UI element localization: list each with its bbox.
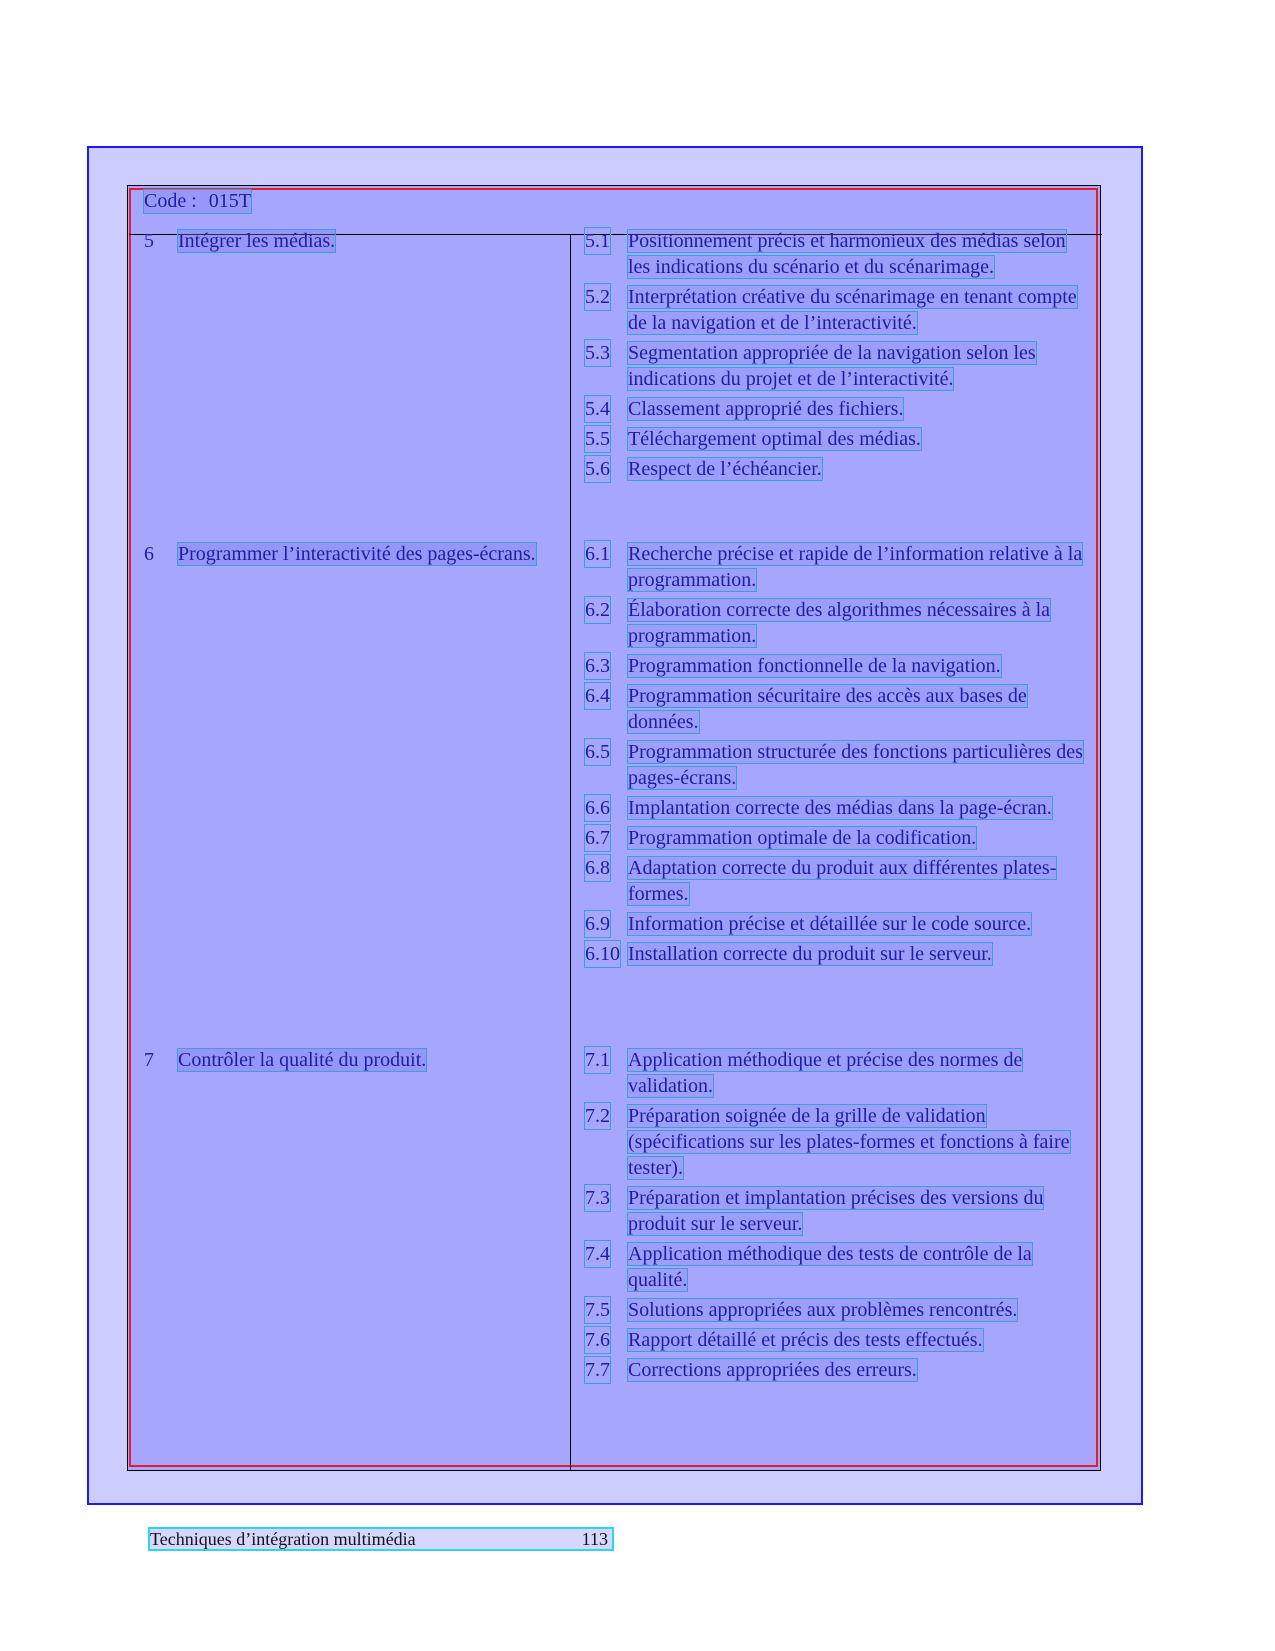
criterion-number: 6.10 xyxy=(585,943,620,965)
task-number: 7 xyxy=(144,1049,154,1071)
criterion-number: 7.1 xyxy=(585,1049,610,1071)
criterion-item xyxy=(585,597,1088,649)
criterion-text: Programmation optimale de la codification. xyxy=(628,827,977,849)
criterion-item xyxy=(585,340,1088,392)
criterion-number: 6.7 xyxy=(585,827,610,849)
criterion-text: Classement approprié des fichiers. xyxy=(628,398,904,420)
criterion-text: Programmation structurée des fonctions particulières des pages-écrans. xyxy=(628,741,1083,789)
criterion-number: 5.3 xyxy=(585,342,610,364)
column-divider xyxy=(570,235,571,1471)
criteria-list-5 xyxy=(585,228,1088,486)
criterion-text: Téléchargement optimal des médias. xyxy=(628,428,921,450)
criterion-item xyxy=(585,541,1088,593)
criterion-text: Élaboration correcte des algorithmes nécessaires à la programmation. xyxy=(628,599,1051,647)
criterion-number: 5.1 xyxy=(585,230,610,252)
task-title: Programmer l’interactivité des pages-écrans. xyxy=(178,543,536,565)
criterion-number: 6.4 xyxy=(585,685,610,707)
criterion-text: Solutions appropriées aux problèmes rencontrés. xyxy=(628,1299,1018,1321)
criterion-text: Préparation soignée de la grille de validation (spécifications sur les plates-formes et fonctions à faire tester). xyxy=(628,1105,1070,1179)
criterion-item xyxy=(585,1297,1088,1323)
criterion-text: Application méthodique des tests de contrôle de la qualité. xyxy=(628,1243,1032,1291)
criterion-number: 6.6 xyxy=(585,797,610,819)
task-5 xyxy=(144,228,570,254)
criterion-item xyxy=(585,426,1088,452)
criterion-number: 7.7 xyxy=(585,1359,610,1381)
criteria-list-6 xyxy=(585,541,1088,971)
criterion-item xyxy=(585,911,1088,937)
criterion-number: 5.2 xyxy=(585,286,610,308)
criterion-item xyxy=(585,456,1088,482)
criterion-text: Adaptation correcte du produit aux différentes plates-formes. xyxy=(628,857,1057,905)
criterion-number: 5.6 xyxy=(585,458,610,480)
criterion-text: Préparation et implantation précises des versions du produit sur le serveur. xyxy=(628,1187,1044,1235)
task-number: 5 xyxy=(144,230,154,252)
criterion-number: 6.9 xyxy=(585,913,610,935)
criterion-text: Programmation sécuritaire des accès aux bases de données. xyxy=(628,685,1027,733)
criterion-item xyxy=(585,1103,1088,1181)
criterion-text: Recherche précise et rapide de l’information relative à la programmation. xyxy=(628,543,1083,591)
criterion-item xyxy=(585,653,1088,679)
criteria-list-7 xyxy=(585,1047,1088,1387)
criterion-item xyxy=(585,284,1088,336)
criterion-number: 7.5 xyxy=(585,1299,610,1321)
criterion-item xyxy=(585,739,1088,791)
criterion-text: Positionnement précis et harmonieux des médias selon les indications du scénario et du scénarimage. xyxy=(628,230,1066,278)
criterion-item xyxy=(585,1241,1088,1293)
task-number: 6 xyxy=(144,543,154,565)
criterion-item xyxy=(585,228,1088,280)
criterion-item xyxy=(585,683,1088,735)
criterion-number: 6.2 xyxy=(585,599,610,621)
criterion-item xyxy=(585,825,1088,851)
criterion-item xyxy=(585,855,1088,907)
criterion-text: Corrections appropriées des erreurs. xyxy=(628,1359,917,1381)
criterion-item xyxy=(585,1185,1088,1237)
criterion-item xyxy=(585,1357,1088,1383)
criterion-number: 7.4 xyxy=(585,1243,610,1265)
code-value: 015T xyxy=(208,190,251,212)
criterion-text: Implantation correcte des médias dans la page-écran. xyxy=(628,797,1052,819)
task-6 xyxy=(144,541,570,567)
criterion-item xyxy=(585,1327,1088,1353)
criterion-text: Programmation fonctionnelle de la navigation. xyxy=(628,655,1001,677)
criterion-text: Segmentation appropriée de la navigation selon les indications du projet et de l’interactivité. xyxy=(628,342,1036,390)
page-footer xyxy=(150,1529,612,1549)
criterion-number: 6.1 xyxy=(585,543,610,565)
criterion-item xyxy=(585,941,1088,967)
criterion-number: 7.2 xyxy=(585,1105,610,1127)
criterion-text: Application méthodique et précise des normes de validation. xyxy=(628,1049,1023,1097)
task-7 xyxy=(144,1047,570,1073)
criterion-text: Interprétation créative du scénarimage en tenant compte de la navigation et de l’interactivité. xyxy=(628,286,1077,334)
criterion-text: Rapport détaillé et précis des tests effectués. xyxy=(628,1329,983,1351)
criterion-number: 7.6 xyxy=(585,1329,610,1351)
criterion-text: Information précise et détaillée sur le code source. xyxy=(628,913,1032,935)
criterion-number: 6.5 xyxy=(585,741,610,763)
criterion-item xyxy=(585,396,1088,422)
criterion-item xyxy=(585,795,1088,821)
code-label: Code : xyxy=(144,190,197,212)
criterion-number: 5.5 xyxy=(585,428,610,450)
criterion-number: 5.4 xyxy=(585,398,610,420)
code-header xyxy=(144,190,251,213)
criterion-number: 6.8 xyxy=(585,857,610,879)
task-title: Contrôler la qualité du produit. xyxy=(178,1049,427,1071)
criterion-number: 6.3 xyxy=(585,655,610,677)
criterion-text: Respect de l’échéancier. xyxy=(628,458,822,480)
criterion-item xyxy=(585,1047,1088,1099)
page-number: 113 xyxy=(581,1529,608,1549)
criterion-text: Installation correcte du produit sur le serveur. xyxy=(628,943,992,965)
footer-title: Techniques d’intégration multimédia xyxy=(150,1529,416,1549)
criterion-number: 7.3 xyxy=(585,1187,610,1209)
task-title: Intégrer les médias. xyxy=(178,230,336,252)
